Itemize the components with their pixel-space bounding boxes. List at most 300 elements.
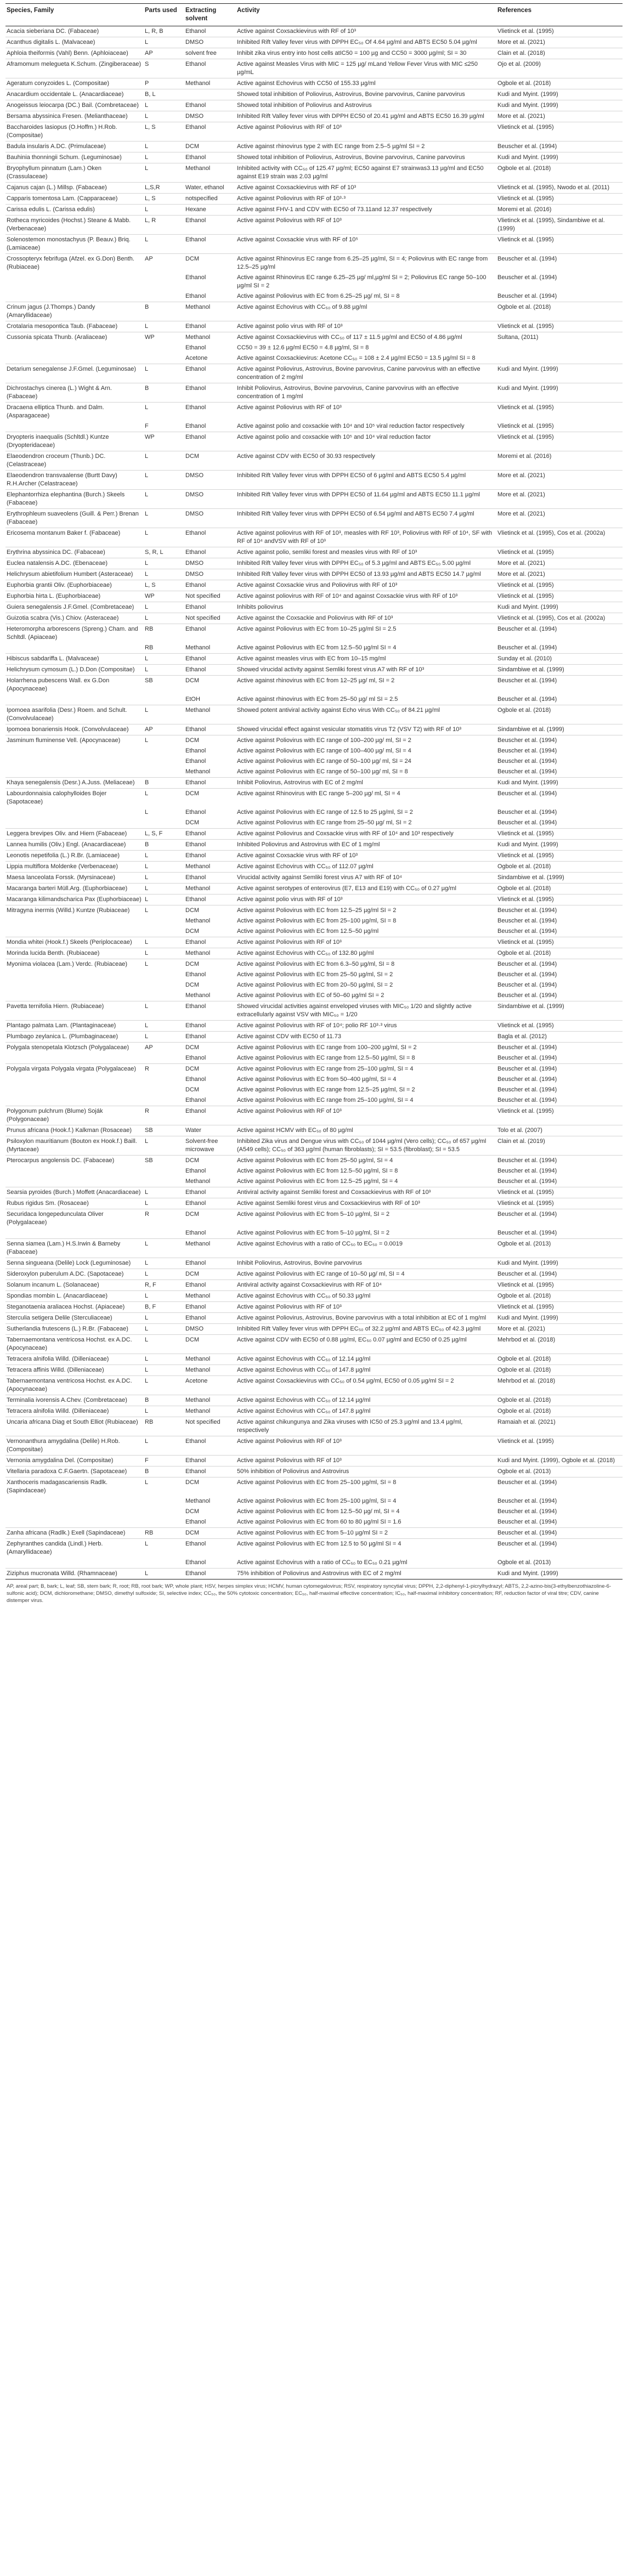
cell-reference: Vlietinck et al. (1995) xyxy=(496,1198,623,1209)
cell-activity: Showed total inhibition of Poliovirus, Astrovirus, Bovine parvovirus, Canine parvovirus xyxy=(236,152,496,163)
cell-solvent: notspecified xyxy=(184,194,236,205)
table-row xyxy=(5,48,623,59)
cell-species: Tetracera affinis Willd. (Dilleniaceae) xyxy=(5,1365,144,1376)
table-row xyxy=(5,624,623,643)
cell-activity: Active against Poliovirus with EC range from 12.5–50 µg/ml, SI = 8 xyxy=(237,1055,415,1061)
table-row xyxy=(5,840,623,851)
cell-species: Euphorbia hirta L. (Euphorbiaceae) xyxy=(5,591,144,602)
cell-reference: Beuscher et al. (1994) xyxy=(496,1209,623,1228)
cell-species: Pavetta ternifolia Hiern. (Rubiaceae) xyxy=(5,1001,144,1021)
cell-parts-used: R xyxy=(144,1064,184,1075)
cell-reference: Vlietinck et al. (1995) xyxy=(496,26,623,37)
cell-solvent: Methanol xyxy=(184,1291,236,1302)
table-row xyxy=(5,1032,623,1043)
table-row xyxy=(5,602,623,613)
cell-solvent: Ethanol xyxy=(184,1198,236,1209)
cell-solvent: Ethanol xyxy=(184,1569,236,1579)
cell-parts-used xyxy=(144,1176,184,1187)
cell-reference: Vlietinck et al. (1995) xyxy=(496,235,623,254)
cell-reference: Bagla et al. (2012) xyxy=(496,1032,623,1043)
cell-reference: Kudi and Myint. (1999) xyxy=(496,1569,623,1579)
cell-parts-used: L xyxy=(144,163,184,183)
cell-parts-used: L xyxy=(144,1239,184,1258)
table-row xyxy=(5,1569,623,1579)
cell-reference: Kudi and Myint. (1999) xyxy=(496,383,623,403)
cell-solvent: DCM xyxy=(184,1335,236,1354)
cell-solvent: Methanol xyxy=(185,918,211,924)
cell-species: Anacardium occidentale L. (Anacardiaceae) xyxy=(5,89,144,100)
cell-parts-used: L xyxy=(144,509,184,528)
table-row xyxy=(5,884,623,894)
cell-species xyxy=(5,1517,144,1528)
table-row xyxy=(5,421,623,432)
cell-species: Cajanus cajan (L.) Millsp. (Fabaceae) xyxy=(5,183,144,194)
cell-species: Macaranga barteri Müll.Arg. (Euphorbiaceae) xyxy=(5,884,144,894)
cell-parts-used xyxy=(144,746,184,756)
cell-activity: Active against Poliovirus with EC from 25–50 µg/ml, SI = 4 xyxy=(236,1156,496,1167)
cell-solvent: Ethanol xyxy=(184,100,236,111)
cell-solvent: Ethanol xyxy=(184,1021,236,1032)
cell-activity: Active against Poliovirus, Astrovirus, Bovine parvovirus, Canine parvovirus with an effective concentration of 2 mg/ml xyxy=(236,364,496,383)
cell-species: Plantago palmata Lam. (Plantaginaceae) xyxy=(5,1021,144,1032)
cell-activity: Active against Poliovirus with RF of 10³ xyxy=(236,1106,496,1125)
cell-species xyxy=(5,353,144,364)
table-row xyxy=(5,778,623,789)
cell-reference: Kudi and Myint. (1999) xyxy=(496,89,623,100)
cell-activity: Active against Rhinovirus EC range from 6.25–25 µg/ml, SI = 4; Poliovirus with EC range from 12.5–25 µg/ml xyxy=(236,254,496,273)
cell-reference: Kudi and Myint. (1999) xyxy=(496,152,623,163)
cell-reference: Ramaiah et al. (2021) xyxy=(496,1417,623,1436)
cell-species: Rotheca myricoides (Hochst.) Steane & Mabb. (Verbenaceae) xyxy=(5,216,144,235)
cell-solvent: Water xyxy=(184,1125,236,1136)
cell-reference: Ogbole et al. (2013) xyxy=(496,1467,623,1477)
cell-solvent: Not specified xyxy=(184,613,236,624)
cell-parts-used: L xyxy=(144,558,184,569)
cell-reference: Ogbole et al. (2013) xyxy=(497,1559,551,1566)
table-row xyxy=(5,1239,623,1258)
cell-solvent: Water, ethanol xyxy=(184,183,236,194)
cell-solvent: solvent free xyxy=(184,48,236,59)
cell-reference: Vlietinck et al. (1995), Cos et al. (2002a) xyxy=(496,613,623,624)
cell-activity: 75% inhibition of Poliovirus and Astrovirus with EC of 2 mg/ml xyxy=(236,1569,496,1579)
cell-parts-used xyxy=(144,970,184,980)
cell-reference: Beuscher et al. (1994) xyxy=(496,1269,623,1280)
cell-activity: Active against rhinovirus type 2 with EC range from 2.5–5 µg/ml SI = 2 xyxy=(236,141,496,152)
cell-parts-used: L xyxy=(144,948,184,959)
cell-solvent: Ethanol xyxy=(184,602,236,613)
cell-solvent: DMSO xyxy=(184,111,236,122)
cell-reference: More et al. (2021) xyxy=(496,471,623,490)
table-row xyxy=(5,1517,623,1528)
cell-parts-used: L xyxy=(144,364,184,383)
table-row xyxy=(5,1456,623,1467)
cell-solvent: DCM xyxy=(185,928,200,935)
cell-parts-used: B xyxy=(144,1395,184,1406)
cell-species xyxy=(5,421,144,432)
cell-parts-used: L xyxy=(144,1136,184,1156)
cell-species: Khaya senegalensis (Desr.) A.Juss. (Meliaceae) xyxy=(5,778,144,789)
cell-reference: Moremi et al. (2016) xyxy=(496,205,623,216)
cell-species: Zephyranthes candida (Lindl.) Herb. (Amaryllidaceae) xyxy=(5,1539,144,1558)
cell-activity: Active against Coxsackie virus with RF of 10⁵ xyxy=(236,235,496,254)
cell-activity: Active against Echovirus with CC₅₀ of 132.80 µg/ml xyxy=(236,948,496,959)
cell-reference: Kudi and Myint. (1999), Ogbole et al. (2018) xyxy=(496,1456,623,1467)
cell-reference: Vlietinck et al. (1995) xyxy=(496,580,623,591)
table-row xyxy=(5,665,623,676)
cell-solvent: Ethanol xyxy=(184,1032,236,1043)
cell-reference: Vlietinck et al. (1995), Nwodo et al. (2011) xyxy=(496,183,623,194)
table-row xyxy=(5,183,623,194)
cell-species: Detarium senegalense J.F.Gmel. (Leguminosae) xyxy=(5,364,144,383)
cell-reference: Beuscher et al. (1994) xyxy=(497,992,557,999)
cell-species: Dryopteris inaequalis (Schltdl.) Kuntze (Dryopteridaceae) xyxy=(5,432,144,451)
cell-reference: Beuscher et al. (1994) xyxy=(497,809,557,816)
table-row xyxy=(5,1228,623,1239)
cell-reference: Sindambiwe et al. (1999) xyxy=(496,665,623,676)
cell-species xyxy=(5,990,144,1001)
table-row xyxy=(5,122,623,141)
cell-parts-used: L xyxy=(144,111,184,122)
cell-solvent: DCM xyxy=(184,735,236,746)
cell-species: Zanha africana (Radlk.) Exell (Sapindaceae) xyxy=(5,1528,144,1539)
cell-parts-used xyxy=(144,926,184,937)
cell-reference: Sindambiwe et al. (1999) xyxy=(496,724,623,735)
cell-species: Crotalaria mesopontica Taub. (Fabaceae) xyxy=(5,321,144,332)
cell-parts-used xyxy=(144,353,184,364)
cell-species: Cussonia spicata Thunb. (Araliaceae) xyxy=(5,332,144,343)
cell-parts-used: B xyxy=(144,778,184,789)
table-row xyxy=(5,580,623,591)
cell-activity: Active against Semliki forest virus and Coxsackievirus with RF of 10³ xyxy=(236,1198,496,1209)
cell-species: Tetracera alnifolia Willd. (Dilleniaceae) xyxy=(5,1354,144,1365)
table-footnote xyxy=(5,1579,623,1604)
cell-solvent: Ethanol xyxy=(184,1187,236,1198)
cell-species: Ericosema montanum Baker f. (Fabaceae) xyxy=(5,528,144,547)
table-row xyxy=(5,364,623,383)
cell-solvent: Ethanol xyxy=(184,364,236,383)
cell-reference: Sindambiwe et al. (1999) xyxy=(496,873,623,884)
cell-species: Lippia multiflora Moldenke (Verbenaceae) xyxy=(5,862,144,873)
cell-parts-used: L xyxy=(144,1436,184,1456)
cell-species: Ipomoea asarifolia (Desr.) Roem. and Schult. (Convolvulaceae) xyxy=(5,705,144,724)
cell-parts-used xyxy=(144,1074,184,1085)
cell-species: Maesa lanceolata Forssk. (Myrsinaceae) xyxy=(5,873,144,884)
cell-parts-used: SB xyxy=(144,1125,184,1136)
cell-parts-used: B xyxy=(144,302,184,321)
cell-activity: Active against Poliovirus with EC range of 100–400 µg/ ml, SI = 4 xyxy=(237,748,411,754)
cell-activity: Active against Poliovirus with EC from 12.5–50 µg/ml, SI = 8 xyxy=(237,1168,398,1174)
cell-reference: Beuscher et al. (1994) xyxy=(497,748,557,754)
table-row xyxy=(5,254,623,273)
cell-species: Hibiscus sabdariffa L. (Malvaceae) xyxy=(5,654,144,665)
cell-parts-used: L, R, B xyxy=(144,26,184,37)
table-row xyxy=(5,767,623,778)
cell-species: Elaeodendron transvaalense (Burtt Davy) R.H.Archer (Celastraceae) xyxy=(5,471,144,490)
cell-activity: Showed virucidal activities against enveloped viruses with MIC₅₀ 1/20 and slightly active extracellularly against VSV with MIC₅₀ = 1/20 xyxy=(236,1001,496,1021)
table-row xyxy=(5,1269,623,1280)
cell-activity: Active against Coxsackievirus with CC₅₀ of 117 ± 11.5 µg/ml and EC50 of 4.86 µg/ml xyxy=(236,332,496,343)
cell-solvent: Ethanol xyxy=(184,580,236,591)
cell-species: Erythrophleum suaveolens (Guill. & Perr.) Brenan (Fabaceae) xyxy=(5,509,144,528)
cell-parts-used: L xyxy=(144,1291,184,1302)
cell-activity: Active against Echovirus with CC₅₀ of 112.07 µg/ml xyxy=(236,862,496,873)
table-row xyxy=(5,273,623,291)
cell-solvent: Methanol xyxy=(185,644,211,651)
cell-species xyxy=(5,1496,144,1507)
cell-species: Helichrysum abietifolium Humbert (Asteraceae) xyxy=(5,569,144,580)
table-row xyxy=(5,926,623,937)
table-row xyxy=(5,1136,623,1156)
cell-parts-used: L xyxy=(144,141,184,152)
cell-species: Crossopteryx febrifuga (Afzel. ex G.Don) Benth. (Rubiaceae) xyxy=(5,254,144,273)
cell-species: Ipomoea bonariensis Hook. (Convolvulaceae) xyxy=(5,724,144,735)
cell-reference: Beuscher et al. (1994) xyxy=(497,928,557,935)
cell-solvent: Ethanol xyxy=(185,1168,206,1174)
table-row xyxy=(5,1280,623,1291)
cell-species: Terminalia ivorensis A.Chev. (Combretaceae) xyxy=(5,1395,144,1406)
table-row xyxy=(5,152,623,163)
table-row xyxy=(5,100,623,111)
cell-solvent: DCM xyxy=(185,1086,200,1093)
cell-activity: Active against chikungunya and Zika viruses with IC50 of 25.3 µg/ml and 13.4 µg/ml, respectively xyxy=(236,1417,496,1436)
table-row xyxy=(5,851,623,862)
header-activity: Activity xyxy=(236,4,496,26)
cell-species: Mitragyna inermis (Willd.) Kuntze (Rubiaceae) xyxy=(5,905,144,916)
table-row xyxy=(5,1125,623,1136)
cell-reference: Beuscher et al. (1994) xyxy=(497,758,557,765)
table-row xyxy=(5,59,623,78)
cell-parts-used: L xyxy=(144,1269,184,1280)
cell-solvent: DCM xyxy=(184,1477,236,1497)
cell-parts-used: L xyxy=(144,894,184,905)
cell-reference: Vlietinck et al. (1995) xyxy=(496,1280,623,1291)
footnote-abbreviations: AP, areal part; B, bark; L, leaf; SB, stem bark; R, root; RB, root bark; WP, whole plant; HSV, herpes simplex virus; HCMV, human cytomegalovirus; RSV, respiratory syncytial virus; DPPH, 2,2-diphenyl-1-picrylhydrazyl; ABTS, 2,2-azino-bis(3-ethylbenzothiazoline-6-sulfonic acid); DCM, dichloromethane; DMSO, dimethyl sulfoxide; SI, selective index; CC₅₀, the 50% cytotoxic concentration; EC₅₀, half-maximal effective concentration; IC₅₀, half-maximal inhibitory concentration; RF, reduction factor of viral titre; CDV, canine distemper virus. xyxy=(7,1583,612,1604)
cell-solvent: Ethanol xyxy=(185,1230,206,1236)
table-row xyxy=(5,1417,623,1436)
cell-activity: Active against Poliovirus with EC from 12.5–25 µg/ml, SI = 4 xyxy=(237,1178,398,1185)
cell-solvent: DCM xyxy=(184,141,236,152)
cell-reference: Kudi and Myint. (1999) xyxy=(496,602,623,613)
cell-parts-used xyxy=(144,980,184,990)
cell-reference: Kudi and Myint. (1999) xyxy=(496,1313,623,1324)
cell-parts-used xyxy=(144,990,184,1001)
cell-activity: Active against Poliovirus with EC of 50–60 µg/ml SI = 2 xyxy=(237,992,384,999)
table-row xyxy=(5,916,623,926)
cell-solvent: Ethanol xyxy=(184,1467,236,1477)
cell-parts-used: L xyxy=(145,809,149,816)
cell-activity: Active against Poliovirus with RF of 10³ xyxy=(236,403,496,422)
cell-solvent: Not specified xyxy=(184,591,236,602)
cell-reference: Beuscher et al. (1994) xyxy=(497,1076,557,1083)
cell-parts-used: F xyxy=(145,423,149,429)
cell-activity: Active against Coxsackie virus and Poliovirus with RF of 10³ xyxy=(236,580,496,591)
cell-species: Helichrysum cymosum (L.) D.Don (Compositae) xyxy=(5,665,144,676)
cell-reference: Beuscher et al. (1994) xyxy=(497,274,557,281)
cell-parts-used: L xyxy=(144,654,184,665)
table-row xyxy=(5,1395,623,1406)
cell-reference: Ogbole et al. (2018) xyxy=(496,884,623,894)
table-body xyxy=(5,26,623,1579)
table-row xyxy=(5,1166,623,1176)
cell-species: Jasminum fluminense Vell. (Apocynaceae) xyxy=(5,735,144,746)
table-row xyxy=(5,302,623,321)
cell-parts-used: AP xyxy=(144,1043,184,1054)
cell-parts-used xyxy=(144,291,184,302)
cell-activity: Active against Poliovirus with RF of 10⁴; polio RF 10³·³ virus xyxy=(236,1021,496,1032)
cell-solvent: Ethanol xyxy=(185,748,206,754)
cell-reference: Beuscher et al. (1994) xyxy=(497,644,557,651)
cell-activity: Active against poliovirus with RF of 10⁴ and against Coxsackie virus with RF of 10³ xyxy=(236,591,496,602)
table-row xyxy=(5,383,623,403)
cell-species xyxy=(5,643,144,654)
cell-parts-used: L xyxy=(144,1354,184,1365)
cell-species: Macaranga kilimandscharica Pax (Euphorbiaceae) xyxy=(5,894,144,905)
table-row xyxy=(5,829,623,840)
cell-species: Spondias mombin L. (Anacardiaceae) xyxy=(5,1291,144,1302)
cell-solvent: DMSO xyxy=(184,558,236,569)
cell-activity: Active against polio, semliki forest and measles virus with RF of 10³ xyxy=(236,547,496,558)
cell-activity: Inhibited Poliovirus and Astrovirus with EC of 1 mg/ml xyxy=(236,840,496,851)
table-row xyxy=(5,746,623,756)
cell-activity: Active against Poliovirus with EC range from 25–100 µg/ml, SI = 4 xyxy=(237,1097,414,1103)
header-parts: Parts used xyxy=(144,4,184,26)
table-row xyxy=(5,613,623,624)
cell-parts-used: L xyxy=(144,789,184,808)
table-row xyxy=(5,141,623,152)
cell-solvent: DCM xyxy=(184,1209,236,1228)
table-row xyxy=(5,1291,623,1302)
cell-species xyxy=(5,980,144,990)
cell-reference: Beuscher et al. (1994) xyxy=(497,696,557,703)
cell-reference: Beuscher et al. (1994) xyxy=(496,254,623,273)
cell-species: Sterculia setigera Delile (Sterculiaceae) xyxy=(5,1313,144,1324)
cell-species: Leonotis nepetifolia (L.) R.Br. (Lamiaceae) xyxy=(5,851,144,862)
cell-activity: Active against Poliovirus with EC range of 12.5 to 25 µg/ml, SI = 2 xyxy=(237,809,413,816)
table-row xyxy=(5,509,623,528)
cell-reference: Ogbole et al. (2018) xyxy=(496,1291,623,1302)
cell-solvent: Methanol xyxy=(184,1395,236,1406)
cell-solvent: Ethanol xyxy=(184,403,236,422)
cell-activity: Active against Poliovirus with EC from 12.5 to 50 µg/ml SI = 4 xyxy=(236,1539,496,1558)
table-row xyxy=(5,291,623,302)
cell-reference: Beuscher et al. (1994) xyxy=(497,971,557,978)
cell-species: Morinda lucida Benth. (Rubiaceae) xyxy=(5,948,144,959)
cell-solvent: Ethanol xyxy=(184,1456,236,1467)
cell-solvent: Methanol xyxy=(184,705,236,724)
cell-activity: Active against Poliovirus with EC range from 25–50 µg/ ml, SI = 2 xyxy=(237,819,412,826)
cell-solvent: DMSO xyxy=(184,1324,236,1335)
cell-parts-used: L xyxy=(144,403,184,422)
cell-solvent: Methanol xyxy=(184,1406,236,1417)
cell-reference xyxy=(496,353,623,364)
cell-activity: Active against Poliovirus with EC range of 100–200 µg/ ml, SI = 2 xyxy=(236,735,496,746)
cell-parts-used xyxy=(144,1095,184,1106)
cell-species: Polygala stenopetala Klotzsch (Polygalaceae) xyxy=(5,1043,144,1054)
cell-species: Elaeodendron croceum (Thunb.) DC. (Celastraceae) xyxy=(5,451,144,471)
cell-parts-used: AP xyxy=(144,48,184,59)
cell-solvent: Ethanol xyxy=(185,1559,206,1566)
table-row xyxy=(5,948,623,959)
table-row xyxy=(5,1258,623,1269)
cell-activity: Active against Poliovirus with EC range of 50–100 µg/ ml, SI = 8 xyxy=(237,768,408,775)
cell-parts-used: L xyxy=(144,490,184,509)
cell-parts-used xyxy=(144,1558,184,1569)
cell-activity: Inhibited activity with CC₅₀ of 125.47 µg/ml; EC50 against E7 strainwas3.13 µg/ml and EC50 against E19 strain was 2.03 µg/ml xyxy=(236,163,496,183)
cell-species: Carissa edulis L. (Carissa edulis) xyxy=(5,205,144,216)
table-row xyxy=(5,1558,623,1569)
cell-reference: Beuscher et al. (1994) xyxy=(497,768,557,775)
cell-solvent: Hexane xyxy=(184,205,236,216)
table-row xyxy=(5,1313,623,1324)
cell-species: Acacia sieberiana DC. (Fabaceae) xyxy=(5,26,144,37)
cell-parts-used: RB xyxy=(144,1417,184,1436)
cell-parts-used: L xyxy=(144,1258,184,1269)
cell-species xyxy=(5,1074,144,1085)
cell-solvent: Ethanol xyxy=(184,1539,236,1558)
cell-reference: Beuscher et al. (1994) xyxy=(496,141,623,152)
cell-activity: Inhibited Rift Valley fever virus with DPPH EC50 of 11.64 µg/ml and ABTS EC50 11.1 µg/ml xyxy=(236,490,496,509)
cell-species: Sideroxylon puberulum A.DC. (Sapotaceae) xyxy=(5,1269,144,1280)
cell-solvent: DCM xyxy=(185,819,200,826)
cell-species: Vernonanthura amygdalina (Delile) H.Rob. (Compositae) xyxy=(5,1436,144,1456)
cell-activity: Active against Poliovirus with EC from 25–100 µg/ml, SI = 4 xyxy=(237,1498,397,1504)
cell-reference: More et al. (2021) xyxy=(496,1324,623,1335)
cell-activity: Active against Poliovirus and Coxsackie virus with RF of 10⁴ and 10³ respectively xyxy=(236,829,496,840)
cell-reference: Beuscher et al. (1994) xyxy=(497,819,557,826)
table-row xyxy=(5,862,623,873)
table-row xyxy=(5,1507,623,1517)
cell-reference: Vlietinck et al. (1995) xyxy=(496,829,623,840)
table-row xyxy=(5,1198,623,1209)
cell-parts-used: L xyxy=(144,905,184,916)
cell-solvent: Methanol xyxy=(184,78,236,89)
cell-activity: Active against Poliovirus with EC from 25–50 µg/ml, SI = 2 xyxy=(237,971,393,978)
cell-activity: Active against Echovirus with a ratio of CC₅₀ to EC₅₀ 0.21 µg/ml xyxy=(237,1559,408,1566)
table-row xyxy=(5,432,623,451)
cell-solvent: Ethanol xyxy=(184,665,236,676)
cell-solvent: Ethanol xyxy=(185,1055,206,1061)
cell-solvent: Ethanol xyxy=(185,293,206,299)
cell-activity: Active against Echovirus with CC₅₀ of 147.8 µg/ml xyxy=(236,1406,496,1417)
cell-reference: Ojo et al. (2009) xyxy=(496,59,623,78)
cell-activity: Active against FHV-1 and CDV with EC50 of 73.11and 12.37 respectively xyxy=(236,205,496,216)
cell-reference: Ogbole et al. (2018) xyxy=(496,1365,623,1376)
cell-solvent: Methanol xyxy=(184,163,236,183)
cell-activity: Inhibited Rift Valley fever virus with DPPH EC50 of 20.41 µg/ml and ABTS EC50 16.39 µg/ml xyxy=(236,111,496,122)
cell-activity: Active against Rhinovirus EC range 6.25–25 µg/ ml,µg/ml SI = 2; Poliovirus EC range 50–100 µg/ml SI = 2 xyxy=(237,274,486,289)
cell-parts-used: L xyxy=(144,705,184,724)
cell-solvent: Ethanol xyxy=(184,152,236,163)
table-row xyxy=(5,1467,623,1477)
cell-activity: CC50 = 39 ± 12.6 µg/ml EC50 = 4.8 µg/ml, SI = 8 xyxy=(237,344,369,351)
table-row xyxy=(5,654,623,665)
table-row xyxy=(5,1074,623,1085)
cell-reference: Clain et al. (2019) xyxy=(496,1136,623,1156)
cell-parts-used: L xyxy=(144,100,184,111)
cell-parts-used: L xyxy=(144,451,184,471)
cell-reference: Vlietinck et al. (1995) xyxy=(496,547,623,558)
cell-species: Pterocarpus angolensis DC. (Fabaceae) xyxy=(5,1156,144,1167)
cell-reference: Beuscher et al. (1994) xyxy=(496,735,623,746)
cell-solvent: Ethanol xyxy=(185,274,206,281)
cell-activity: Active against poliovirus with RF of 10³, measles with RF 10³, Poliovirus with RF of 10⁴, SF with RF of 10⁴ andVSV with RF of 10³ xyxy=(236,528,496,547)
table-row xyxy=(5,1106,623,1125)
cell-parts-used xyxy=(144,343,184,353)
table-row xyxy=(5,1209,623,1228)
cell-species: Tabernaemontana ventricosa Hochst. ex A.DC. (Apocynaceae) xyxy=(5,1376,144,1395)
cell-parts-used: L xyxy=(144,37,184,48)
table-row xyxy=(5,1376,623,1395)
